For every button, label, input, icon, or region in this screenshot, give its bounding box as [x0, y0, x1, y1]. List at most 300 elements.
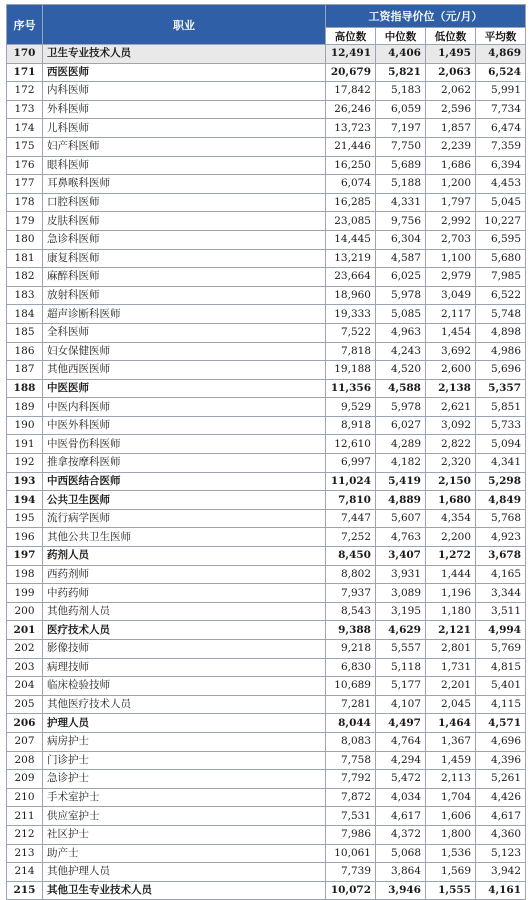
row-low-value: 2,596	[426, 100, 476, 119]
table-row	[7, 342, 526, 361]
row-high-value: 10,061	[326, 844, 376, 863]
row-median-value: 4,289	[376, 435, 426, 454]
row-median-value: 6,304	[376, 230, 426, 249]
row-low-value: 1,680	[426, 491, 476, 510]
row-occupation: 护理人员	[43, 714, 326, 733]
row-average-value: 3,678	[476, 547, 526, 566]
row-average-value: 5,401	[476, 677, 526, 696]
row-median-value: 7,197	[376, 119, 426, 138]
table-row	[7, 825, 526, 844]
row-average-value: 5,298	[476, 472, 526, 491]
row-high-value: 26,246	[326, 100, 376, 119]
row-average-value: 5,733	[476, 416, 526, 435]
row-occupation: 影像技师	[43, 640, 326, 659]
table-row	[7, 751, 526, 770]
row-high-value: 9,218	[326, 640, 376, 659]
row-occupation: 病房护士	[43, 732, 326, 751]
row-serial-number: 175	[7, 137, 43, 156]
row-high-value: 19,188	[326, 361, 376, 380]
row-low-value: 2,239	[426, 137, 476, 156]
row-average-value: 4,986	[476, 342, 526, 361]
row-average-value: 4,869	[476, 45, 526, 64]
row-average-value: 4,115	[476, 695, 526, 714]
table-row	[7, 584, 526, 603]
row-high-value: 7,447	[326, 509, 376, 528]
row-low-value: 1,606	[426, 807, 476, 826]
row-occupation: 中医内科医师	[43, 398, 326, 417]
row-median-value: 5,183	[376, 82, 426, 101]
row-average-value: 5,094	[476, 435, 526, 454]
row-median-value: 5,188	[376, 175, 426, 194]
table-row	[7, 472, 526, 491]
table-row	[7, 137, 526, 156]
row-low-value: 3,049	[426, 286, 476, 305]
row-serial-number: 182	[7, 268, 43, 287]
row-high-value: 7,252	[326, 528, 376, 547]
row-serial-number: 201	[7, 621, 43, 640]
header-median: 中位数	[376, 28, 426, 45]
row-serial-number: 198	[7, 565, 43, 584]
row-median-value: 3,946	[376, 881, 426, 900]
table-row	[7, 45, 526, 64]
salary-guidance-table-container	[6, 4, 526, 900]
row-serial-number: 171	[7, 63, 43, 82]
row-occupation: 放射科医师	[43, 286, 326, 305]
row-low-value: 2,201	[426, 677, 476, 696]
row-low-value: 3,692	[426, 342, 476, 361]
row-high-value: 18,960	[326, 286, 376, 305]
table-row	[7, 305, 526, 324]
row-high-value: 7,758	[326, 751, 376, 770]
row-low-value: 2,113	[426, 770, 476, 789]
table-row	[7, 528, 526, 547]
row-average-value: 7,359	[476, 137, 526, 156]
row-serial-number: 192	[7, 454, 43, 473]
row-occupation: 妇女保健医师	[43, 342, 326, 361]
row-occupation: 临床检验技师	[43, 677, 326, 696]
row-low-value: 1,686	[426, 156, 476, 175]
row-serial-number: 191	[7, 435, 43, 454]
row-average-value: 4,360	[476, 825, 526, 844]
row-low-value: 2,121	[426, 621, 476, 640]
row-median-value: 4,587	[376, 249, 426, 268]
row-occupation: 眼科医师	[43, 156, 326, 175]
row-occupation: 供应室护士	[43, 807, 326, 826]
row-average-value: 10,227	[476, 212, 526, 231]
row-average-value: 4,571	[476, 714, 526, 733]
row-high-value: 14,445	[326, 230, 376, 249]
row-high-value: 10,689	[326, 677, 376, 696]
row-occupation: 中医外科医师	[43, 416, 326, 435]
row-low-value: 1,569	[426, 863, 476, 882]
row-average-value: 4,849	[476, 491, 526, 510]
row-serial-number: 170	[7, 45, 43, 64]
row-serial-number: 187	[7, 361, 43, 380]
header-high: 高位数	[326, 28, 376, 45]
row-serial-number: 196	[7, 528, 43, 547]
row-high-value: 23,085	[326, 212, 376, 231]
header-salary-group: 工资指导价位（元/月）	[326, 5, 526, 28]
row-high-value: 7,531	[326, 807, 376, 826]
row-median-value: 6,025	[376, 268, 426, 287]
row-occupation: 其他护理人员	[43, 863, 326, 882]
row-average-value: 5,696	[476, 361, 526, 380]
table-row	[7, 193, 526, 212]
row-occupation: 公共卫生医师	[43, 491, 326, 510]
row-low-value: 1,444	[426, 565, 476, 584]
row-occupation: 中西医结合医师	[43, 472, 326, 491]
row-median-value: 3,864	[376, 863, 426, 882]
row-low-value: 1,495	[426, 45, 476, 64]
row-median-value: 4,617	[376, 807, 426, 826]
row-serial-number: 176	[7, 156, 43, 175]
table-row	[7, 156, 526, 175]
row-serial-number: 178	[7, 193, 43, 212]
row-average-value: 4,165	[476, 565, 526, 584]
row-serial-number: 173	[7, 100, 43, 119]
row-high-value: 23,664	[326, 268, 376, 287]
row-occupation: 外科医师	[43, 100, 326, 119]
row-high-value: 6,074	[326, 175, 376, 194]
table-row	[7, 249, 526, 268]
row-median-value: 6,027	[376, 416, 426, 435]
row-occupation: 医疗技术人员	[43, 621, 326, 640]
table-row	[7, 844, 526, 863]
row-median-value: 4,406	[376, 45, 426, 64]
row-occupation: 门诊护士	[43, 751, 326, 770]
row-median-value: 5,978	[376, 398, 426, 417]
table-row	[7, 788, 526, 807]
row-serial-number: 180	[7, 230, 43, 249]
table-row	[7, 621, 526, 640]
table-body	[7, 45, 526, 900]
row-low-value: 1,367	[426, 732, 476, 751]
row-average-value: 6,595	[476, 230, 526, 249]
row-serial-number: 205	[7, 695, 43, 714]
row-median-value: 4,889	[376, 491, 426, 510]
row-occupation: 药剂人员	[43, 547, 326, 566]
table-row	[7, 770, 526, 789]
table-row	[7, 268, 526, 287]
row-median-value: 4,588	[376, 379, 426, 398]
row-median-value: 5,177	[376, 677, 426, 696]
row-high-value: 8,918	[326, 416, 376, 435]
row-occupation: 推拿按摩科医师	[43, 454, 326, 473]
row-serial-number: 207	[7, 732, 43, 751]
row-occupation: 流行病学医师	[43, 509, 326, 528]
row-high-value: 7,281	[326, 695, 376, 714]
row-high-value: 8,802	[326, 565, 376, 584]
table-row	[7, 602, 526, 621]
row-low-value: 2,045	[426, 695, 476, 714]
row-median-value: 4,764	[376, 732, 426, 751]
row-high-value: 7,810	[326, 491, 376, 510]
row-high-value: 7,986	[326, 825, 376, 844]
row-median-value: 5,068	[376, 844, 426, 863]
row-average-value: 6,394	[476, 156, 526, 175]
row-average-value: 6,474	[476, 119, 526, 138]
row-high-value: 17,842	[326, 82, 376, 101]
row-occupation: 病理技师	[43, 658, 326, 677]
row-average-value: 7,734	[476, 100, 526, 119]
row-serial-number: 193	[7, 472, 43, 491]
row-median-value: 4,294	[376, 751, 426, 770]
table-row	[7, 695, 526, 714]
row-average-value: 6,524	[476, 63, 526, 82]
row-low-value: 1,536	[426, 844, 476, 863]
row-low-value: 1,454	[426, 323, 476, 342]
row-serial-number: 197	[7, 547, 43, 566]
row-median-value: 4,629	[376, 621, 426, 640]
row-low-value: 1,180	[426, 602, 476, 621]
row-serial-number: 208	[7, 751, 43, 770]
header-occupation: 职业	[43, 5, 326, 45]
row-occupation: 中医医师	[43, 379, 326, 398]
row-high-value: 8,450	[326, 547, 376, 566]
row-high-value: 16,250	[326, 156, 376, 175]
row-serial-number: 172	[7, 82, 43, 101]
row-occupation: 内科医师	[43, 82, 326, 101]
row-high-value: 12,491	[326, 45, 376, 64]
row-serial-number: 195	[7, 509, 43, 528]
table-row	[7, 640, 526, 659]
row-average-value: 4,898	[476, 323, 526, 342]
row-average-value: 5,768	[476, 509, 526, 528]
row-serial-number: 199	[7, 584, 43, 603]
row-low-value: 1,196	[426, 584, 476, 603]
row-occupation: 其他西医医师	[43, 361, 326, 380]
row-occupation: 急诊科医师	[43, 230, 326, 249]
row-median-value: 6,059	[376, 100, 426, 119]
row-median-value: 4,963	[376, 323, 426, 342]
table-row	[7, 379, 526, 398]
table-row	[7, 435, 526, 454]
row-low-value: 2,992	[426, 212, 476, 231]
row-low-value: 1,704	[426, 788, 476, 807]
row-high-value: 12,610	[326, 435, 376, 454]
table-row	[7, 732, 526, 751]
row-high-value: 7,818	[326, 342, 376, 361]
row-high-value: 11,356	[326, 379, 376, 398]
table-row	[7, 82, 526, 101]
table-row	[7, 658, 526, 677]
row-occupation: 其他医疗技术人员	[43, 695, 326, 714]
row-occupation: 卫生专业技术人员	[43, 45, 326, 64]
row-average-value: 6,522	[476, 286, 526, 305]
table-row	[7, 175, 526, 194]
row-median-value: 3,407	[376, 547, 426, 566]
row-average-value: 4,426	[476, 788, 526, 807]
row-high-value: 10,072	[326, 881, 376, 900]
row-low-value: 2,063	[426, 63, 476, 82]
row-serial-number: 183	[7, 286, 43, 305]
row-high-value: 8,044	[326, 714, 376, 733]
table-header	[7, 5, 526, 45]
row-average-value: 5,123	[476, 844, 526, 863]
table-row	[7, 119, 526, 138]
row-average-value: 5,261	[476, 770, 526, 789]
table-row	[7, 230, 526, 249]
row-low-value: 1,200	[426, 175, 476, 194]
row-high-value: 6,830	[326, 658, 376, 677]
row-low-value: 2,117	[426, 305, 476, 324]
row-occupation: 手术室护士	[43, 788, 326, 807]
row-low-value: 2,150	[426, 472, 476, 491]
table-row	[7, 212, 526, 231]
table-row	[7, 398, 526, 417]
row-serial-number: 200	[7, 602, 43, 621]
table-row	[7, 881, 526, 900]
row-low-value: 2,822	[426, 435, 476, 454]
row-high-value: 9,388	[326, 621, 376, 640]
row-serial-number: 185	[7, 323, 43, 342]
row-occupation: 口腔科医师	[43, 193, 326, 212]
table-row	[7, 547, 526, 566]
row-high-value: 7,937	[326, 584, 376, 603]
row-high-value: 7,739	[326, 863, 376, 882]
table-row	[7, 565, 526, 584]
row-low-value: 1,797	[426, 193, 476, 212]
row-median-value: 3,195	[376, 602, 426, 621]
row-serial-number: 202	[7, 640, 43, 659]
row-low-value: 1,800	[426, 825, 476, 844]
row-average-value: 5,769	[476, 640, 526, 659]
row-median-value: 5,085	[376, 305, 426, 324]
row-serial-number: 212	[7, 825, 43, 844]
row-average-value: 4,341	[476, 454, 526, 473]
row-serial-number: 215	[7, 881, 43, 900]
row-median-value: 4,372	[376, 825, 426, 844]
row-median-value: 5,689	[376, 156, 426, 175]
row-low-value: 2,979	[426, 268, 476, 287]
table-row	[7, 491, 526, 510]
row-median-value: 4,182	[376, 454, 426, 473]
row-average-value: 4,923	[476, 528, 526, 547]
row-average-value: 5,748	[476, 305, 526, 324]
row-occupation: 耳鼻喉科医师	[43, 175, 326, 194]
row-low-value: 3,092	[426, 416, 476, 435]
row-low-value: 2,621	[426, 398, 476, 417]
row-average-value: 5,045	[476, 193, 526, 212]
row-low-value: 1,459	[426, 751, 476, 770]
table-row	[7, 63, 526, 82]
table-row	[7, 863, 526, 882]
row-average-value: 7,985	[476, 268, 526, 287]
row-high-value: 8,543	[326, 602, 376, 621]
row-median-value: 3,089	[376, 584, 426, 603]
row-high-value: 11,024	[326, 472, 376, 491]
row-average-value: 5,991	[476, 82, 526, 101]
row-serial-number: 188	[7, 379, 43, 398]
table-row	[7, 286, 526, 305]
row-high-value: 16,285	[326, 193, 376, 212]
row-median-value: 5,419	[376, 472, 426, 491]
row-occupation: 超声诊断科医师	[43, 305, 326, 324]
row-average-value: 3,511	[476, 602, 526, 621]
row-low-value: 2,703	[426, 230, 476, 249]
row-serial-number: 194	[7, 491, 43, 510]
row-occupation: 儿科医师	[43, 119, 326, 138]
row-low-value: 1,857	[426, 119, 476, 138]
row-serial-number: 177	[7, 175, 43, 194]
row-low-value: 1,731	[426, 658, 476, 677]
row-median-value: 5,557	[376, 640, 426, 659]
row-high-value: 6,997	[326, 454, 376, 473]
row-average-value: 4,815	[476, 658, 526, 677]
row-median-value: 4,034	[376, 788, 426, 807]
header-average: 平均数	[476, 28, 526, 45]
row-serial-number: 214	[7, 863, 43, 882]
row-high-value: 8,083	[326, 732, 376, 751]
row-serial-number: 209	[7, 770, 43, 789]
table-row	[7, 454, 526, 473]
row-serial-number: 203	[7, 658, 43, 677]
row-serial-number: 206	[7, 714, 43, 733]
row-serial-number: 181	[7, 249, 43, 268]
table-row	[7, 509, 526, 528]
row-occupation: 其他药剂人员	[43, 602, 326, 621]
row-low-value: 1,555	[426, 881, 476, 900]
row-average-value: 4,617	[476, 807, 526, 826]
row-average-value: 3,942	[476, 863, 526, 882]
row-low-value: 4,354	[426, 509, 476, 528]
row-median-value: 4,763	[376, 528, 426, 547]
table-row	[7, 714, 526, 733]
row-occupation: 助产士	[43, 844, 326, 863]
row-serial-number: 174	[7, 119, 43, 138]
row-serial-number: 190	[7, 416, 43, 435]
row-occupation: 中医骨伤科医师	[43, 435, 326, 454]
row-low-value: 1,464	[426, 714, 476, 733]
row-median-value: 5,607	[376, 509, 426, 528]
row-serial-number: 184	[7, 305, 43, 324]
row-serial-number: 179	[7, 212, 43, 231]
table-row	[7, 416, 526, 435]
header-serial-number: 序号	[7, 5, 43, 45]
row-median-value: 4,107	[376, 695, 426, 714]
row-low-value: 2,138	[426, 379, 476, 398]
row-median-value: 4,331	[376, 193, 426, 212]
row-high-value: 7,792	[326, 770, 376, 789]
row-serial-number: 211	[7, 807, 43, 826]
row-average-value: 4,453	[476, 175, 526, 194]
row-average-value: 5,680	[476, 249, 526, 268]
row-serial-number: 189	[7, 398, 43, 417]
row-median-value: 3,931	[376, 565, 426, 584]
row-serial-number: 210	[7, 788, 43, 807]
row-median-value: 5,978	[376, 286, 426, 305]
row-occupation: 麻醉科医师	[43, 268, 326, 287]
row-median-value: 9,756	[376, 212, 426, 231]
row-average-value: 3,344	[476, 584, 526, 603]
row-occupation: 皮肤科医师	[43, 212, 326, 231]
table-row	[7, 677, 526, 696]
row-serial-number: 213	[7, 844, 43, 863]
row-median-value: 5,118	[376, 658, 426, 677]
row-average-value: 4,396	[476, 751, 526, 770]
header-low: 低位数	[426, 28, 476, 45]
row-occupation: 其他卫生专业技术人员	[43, 881, 326, 900]
row-occupation: 妇产科医师	[43, 137, 326, 156]
table-row	[7, 100, 526, 119]
row-high-value: 7,522	[326, 323, 376, 342]
table-row	[7, 323, 526, 342]
row-low-value: 2,600	[426, 361, 476, 380]
row-high-value: 9,529	[326, 398, 376, 417]
row-low-value: 2,200	[426, 528, 476, 547]
row-high-value: 7,872	[326, 788, 376, 807]
row-occupation: 西药剂师	[43, 565, 326, 584]
